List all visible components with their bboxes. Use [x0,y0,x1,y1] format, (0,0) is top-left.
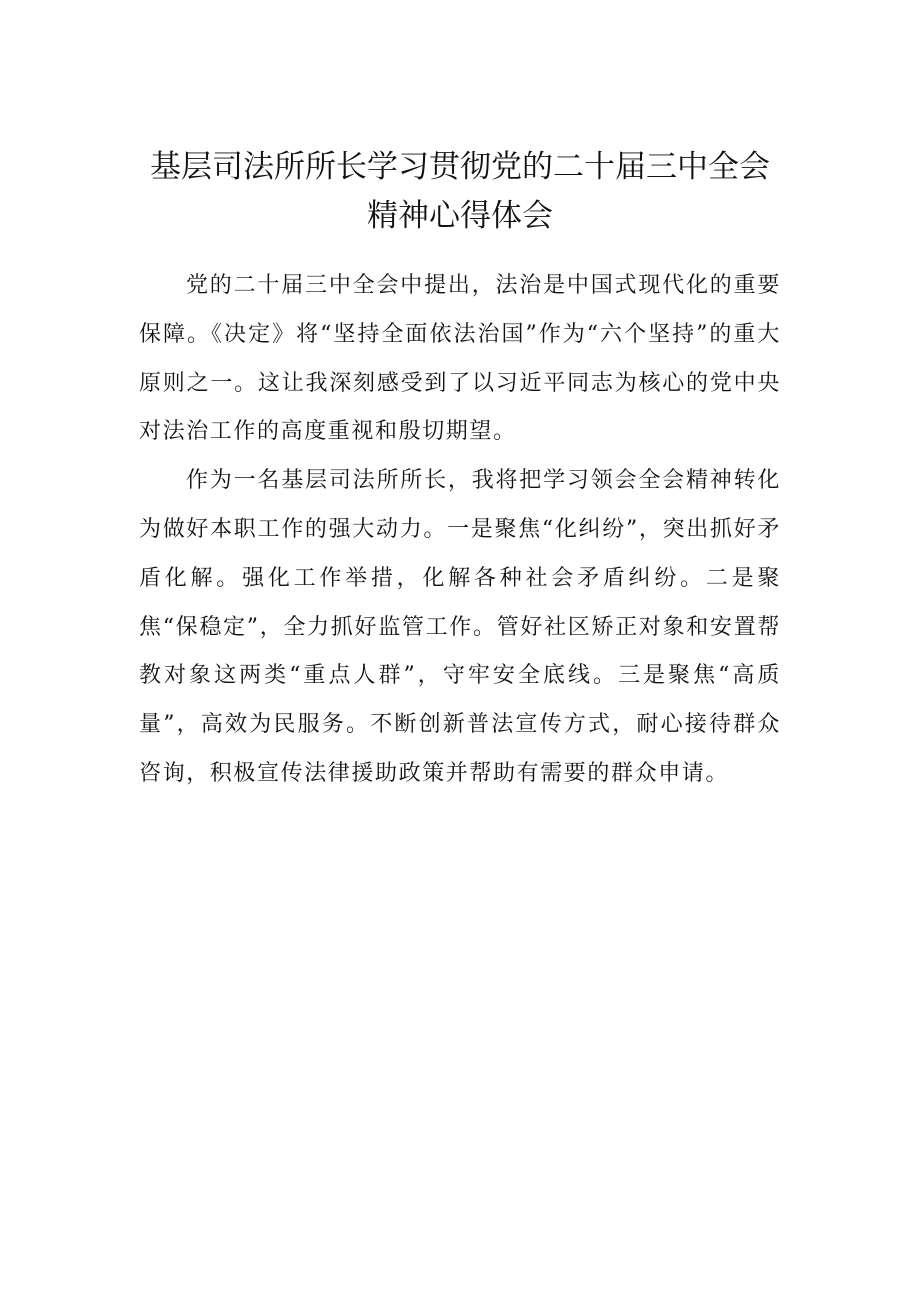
document-title [120,143,800,241]
title-line-1: 基层司法所所长学习贯彻党的二十届三中全会 [150,149,770,185]
paragraph-1: 党的二十届三中全会中提出，法治是中国式现代化的重要保障。《决定》将“坚持全面依法治国”作为“六个坚持”的重大原则之一。这让我深刻感受到了以习近平同志为核心的党中央对法治工作的高度重视和殷切期望。 [139,273,781,445]
title-line-2: 精神心得体会 [367,198,553,234]
paragraph-2: 作为一名基层司法所所长，我将把学习领会全会精神转化为做好本职工作的强大动力。一是聚焦“化纠纷”，突出抓好矛盾化解。强化工作举措，化解各种社会矛盾纠纷。二是聚焦“保稳定”，全力抓好监管工作。管好社区矫正对象和安置帮教对象这两类“重点人群”，守牢安全底线。三是聚焦“高质量”，高效为民服务。不断创新普法宣传方式，耐心接待群众咨询，积极宣传法律援助政策并帮助有需要的群众申请。 [139,468,781,786]
document-body [139,262,781,799]
